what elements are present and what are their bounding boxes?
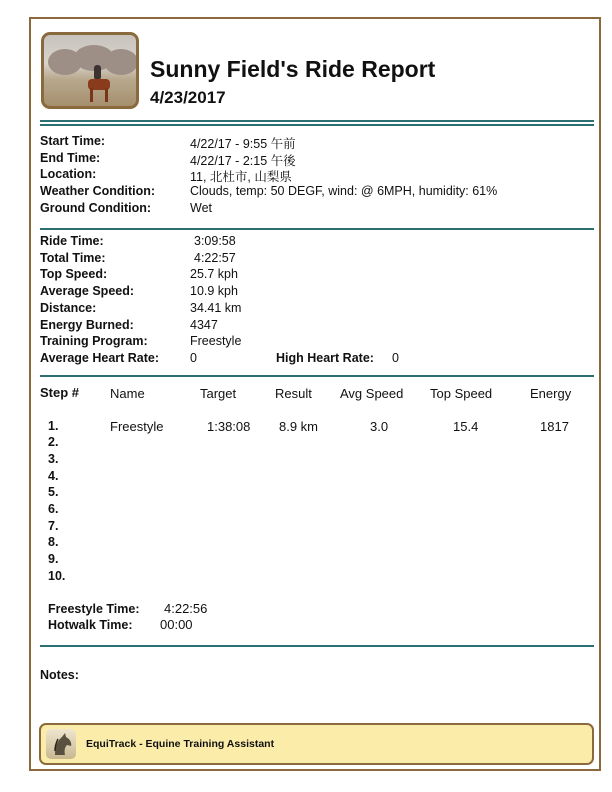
start-time-label: Start Time:	[40, 134, 106, 148]
horse-head-icon	[46, 729, 76, 759]
avg-heart-rate-value: 0	[190, 351, 197, 365]
photo-horse-leg	[90, 88, 93, 102]
step-number: 9.	[48, 552, 59, 566]
divider	[40, 120, 594, 122]
ground-label: Ground Condition:	[40, 201, 152, 215]
horse-photo	[41, 32, 139, 109]
column-header-top-speed: Top Speed	[430, 386, 493, 401]
step-number: 8.	[48, 535, 59, 549]
report-date: 4/23/2017	[150, 88, 226, 107]
distance-label: Distance:	[40, 301, 97, 315]
average-speed-value: 10.9 kph	[190, 284, 238, 298]
footer-text: EquiTrack - Equine Training Assistant	[86, 738, 275, 750]
divider	[40, 375, 594, 377]
energy-burned-label: Energy Burned:	[40, 318, 134, 332]
step-target: 1:38:08	[207, 419, 251, 434]
step-avg-speed: 3.0	[370, 419, 389, 434]
step-number: 5.	[48, 485, 59, 499]
step-number: 2.	[48, 435, 59, 449]
distance-value: 34.41 km	[190, 301, 242, 315]
average-speed-label: Average Speed:	[40, 284, 135, 298]
ride-time-value: 3:09:58	[194, 234, 236, 248]
column-header-name: Name	[110, 386, 145, 401]
step-number: 10.	[48, 569, 66, 583]
location-label: Location:	[40, 167, 97, 181]
step-number: 1.	[48, 419, 59, 433]
total-time-value: 4:22:57	[194, 251, 236, 265]
location-value: 11, 北杜市, 山梨県	[190, 170, 292, 184]
freestyle-time-value: 4:22:56	[164, 601, 208, 616]
photo-tree	[104, 49, 138, 75]
notes-label: Notes:	[40, 668, 79, 682]
step-energy: 1817	[540, 419, 569, 434]
photo-horse-leg	[105, 88, 108, 102]
training-program-value: Freestyle	[190, 334, 242, 348]
avg-heart-rate-label: Average Heart Rate:	[40, 351, 160, 365]
high-heart-rate-label: High Heart Rate:	[276, 351, 374, 365]
freestyle-time-label: Freestyle Time:	[48, 602, 140, 616]
column-header-energy: Energy	[530, 386, 572, 401]
top-speed-label: Top Speed:	[40, 267, 108, 281]
step-number: 4.	[48, 469, 59, 483]
end-time-value: 4/22/17 - 2:15 午後	[190, 154, 296, 168]
step-number: 6.	[48, 502, 59, 516]
step-result: 8.9 km	[279, 419, 319, 434]
app-footer	[39, 723, 594, 765]
ride-time-label: Ride Time:	[40, 234, 104, 248]
step-number: 7.	[48, 519, 59, 533]
column-header-result: Result	[275, 386, 312, 401]
energy-burned-value: 4347	[190, 318, 218, 332]
photo-rider	[94, 65, 101, 80]
training-program-label: Training Program:	[40, 334, 148, 348]
divider	[40, 228, 594, 230]
weather-value: Clouds, temp: 50 DEGF, wind: @ 6MPH, humidity: 61%	[190, 184, 498, 198]
total-time-label: Total Time:	[40, 251, 106, 265]
end-time-label: End Time:	[40, 151, 101, 165]
start-time-value: 4/22/17 - 9:55 午前	[190, 137, 296, 151]
column-header-target: Target	[200, 386, 237, 401]
report-title: Sunny Field's Ride Report	[150, 56, 436, 82]
divider	[40, 645, 594, 647]
step-name: Freestyle	[110, 419, 164, 434]
high-heart-rate-value: 0	[392, 351, 399, 365]
divider	[40, 124, 594, 126]
column-header-step: Step #	[40, 385, 80, 400]
column-header-avg-speed: Avg Speed	[340, 386, 404, 401]
top-speed-value: 25.7 kph	[190, 267, 238, 281]
step-number: 3.	[48, 452, 59, 466]
hotwalk-time-value: 00:00	[160, 617, 193, 632]
hotwalk-time-label: Hotwalk Time:	[48, 618, 133, 632]
ground-value: Wet	[190, 201, 212, 215]
step-top-speed: 15.4	[453, 419, 479, 434]
weather-label: Weather Condition:	[40, 184, 156, 198]
